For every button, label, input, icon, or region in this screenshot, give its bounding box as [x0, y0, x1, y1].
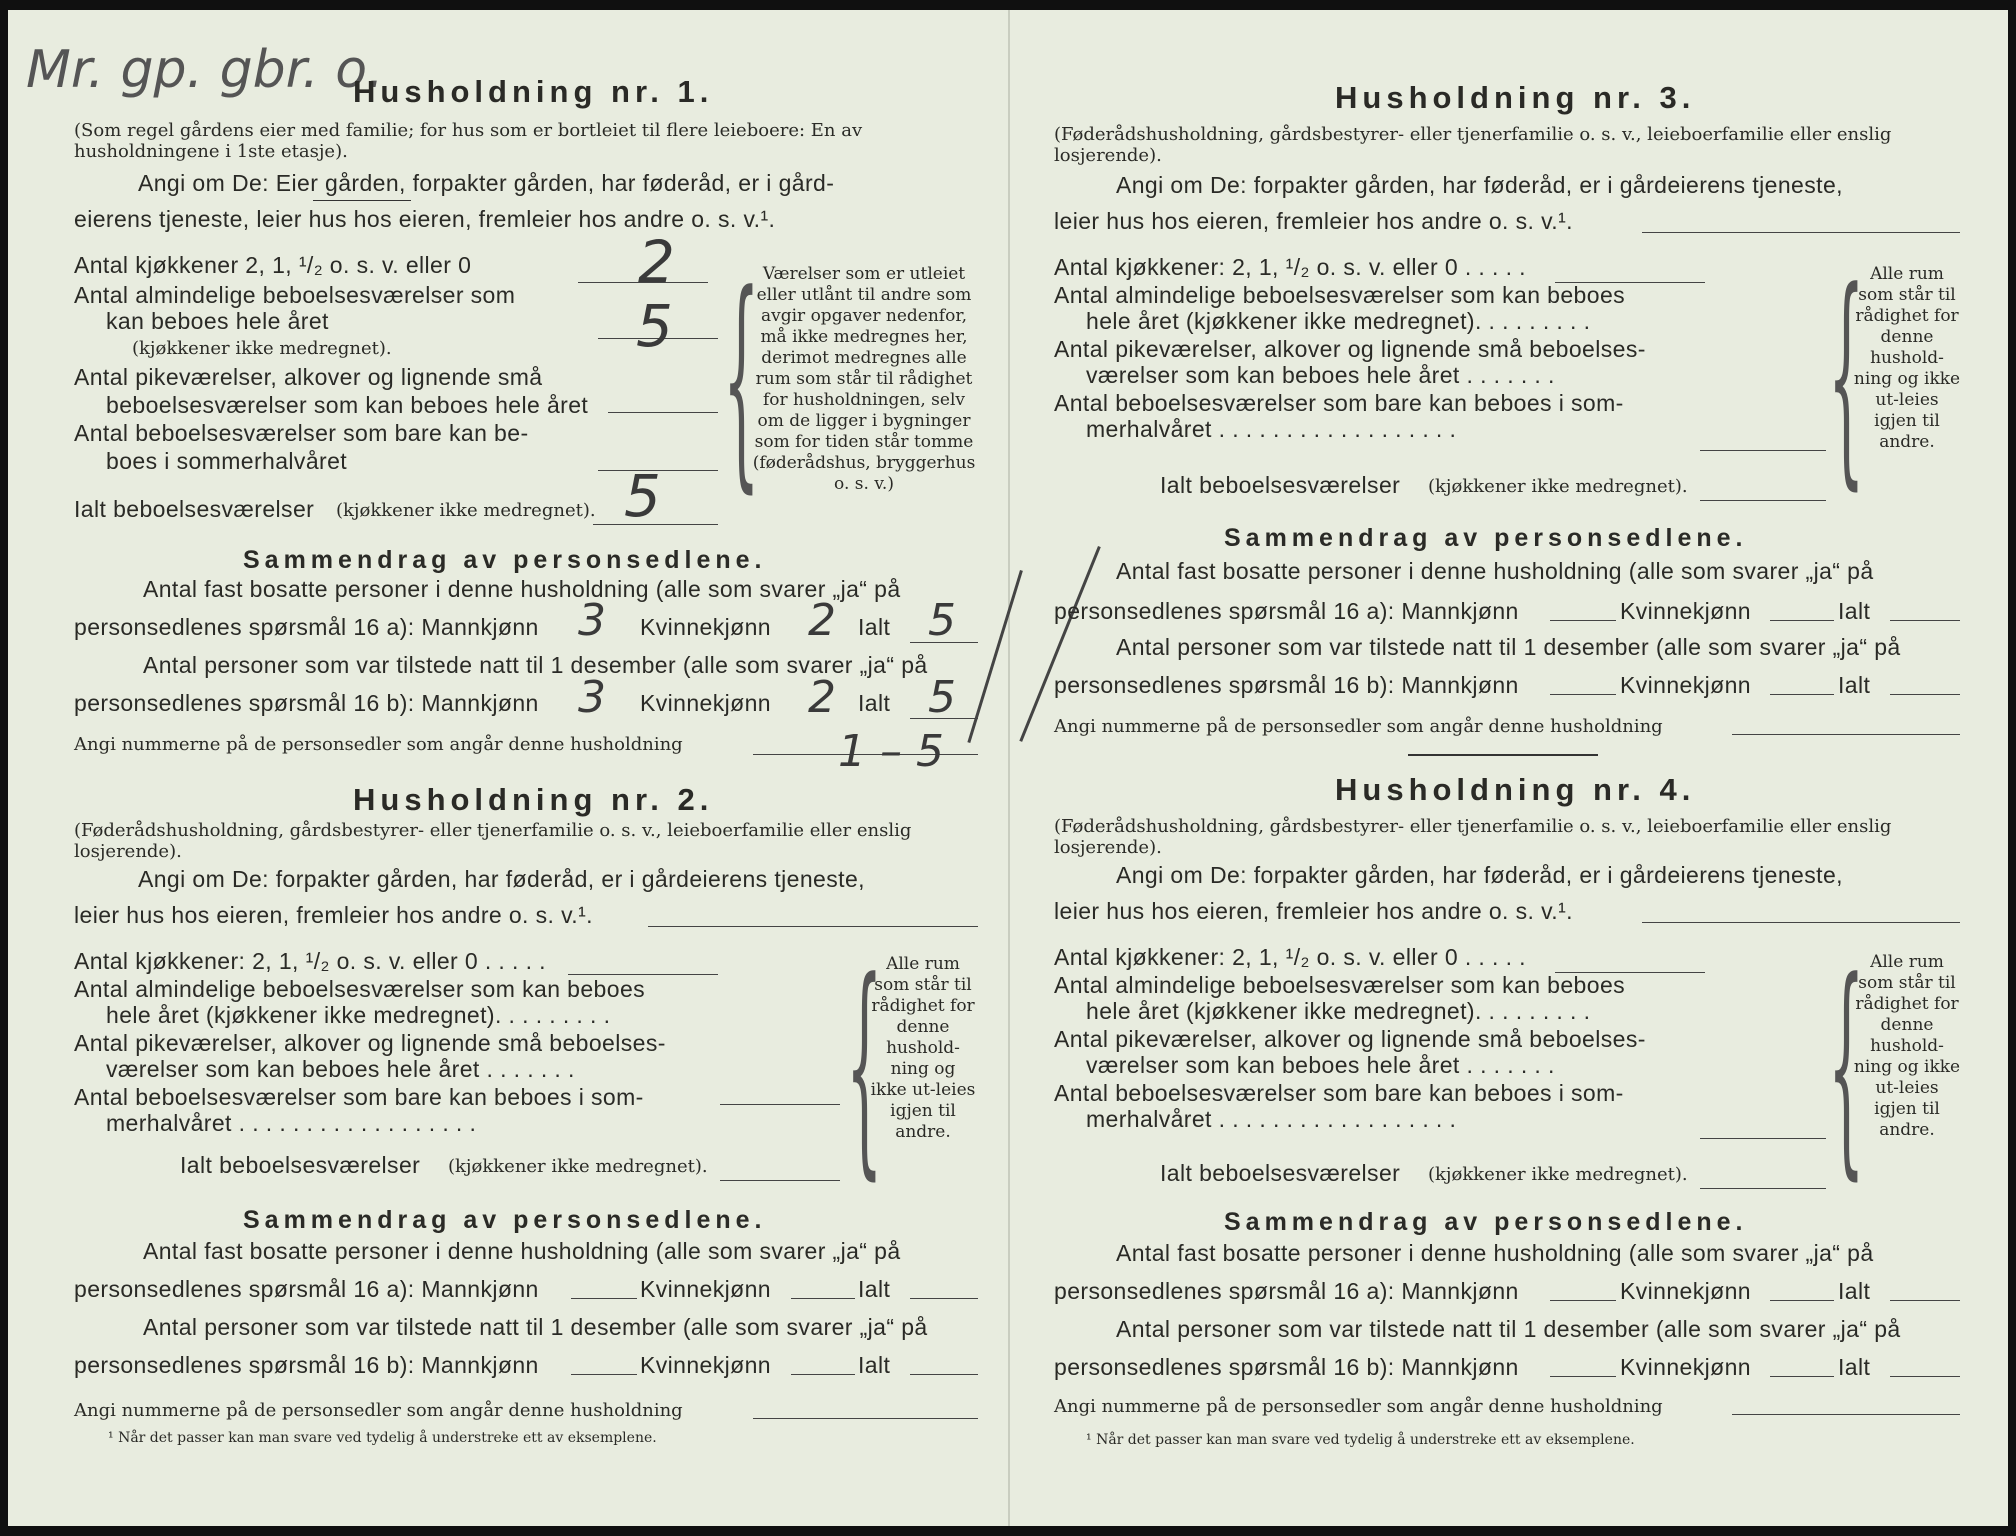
h2-summer-rooms-line	[720, 1104, 840, 1105]
h4-numbers-label: Angi nummerne på de personsedler som angår denne husholdning	[1054, 1396, 1663, 1417]
h4-fast-kvinne-label: Kvinnekjønn	[1620, 1278, 1751, 1304]
h2-total-line	[720, 1180, 840, 1181]
h1-present-kvinne-label: Kvinnekjønn	[640, 690, 771, 716]
h1-maid-rooms-line1: Antal pikeværelser, alkover og lignende små	[74, 364, 543, 390]
h2-common-rooms-line2: hele året (kjøkkener ikke medregnet). . . . . . . . .	[106, 1002, 611, 1028]
household-2-title: Husholdning nr. 2.	[353, 782, 714, 817]
h1-side-note: Værelser som er utleiet eller utlånt til andre som avgir opgaver nedenfor, må ikke medregnes her, derimot medregnes alle rum som står til rådighet for husholdningen, selv om de ligger i bygninger som for tiden står tomme (føderådshus, bryggerhus o. s. v.)	[752, 264, 976, 494]
h3-present-kvinne-line	[1770, 694, 1834, 695]
h1-fast-line1: Antal fast bosatte personer i denne husholdning (alle som svarer „ja“ på	[143, 576, 901, 602]
h2-common-rooms-line1: Antal almindelige beboelsesværelser som kan beboes	[74, 976, 646, 1002]
h4-summer-rooms-line1: Antal beboelsesværelser som bare kan beboes i som-	[1054, 1080, 1624, 1106]
h3-fast-ialt-line	[1890, 620, 1960, 621]
h4-present-mann-line	[1550, 1376, 1616, 1377]
h3-present-ialt-line	[1890, 694, 1960, 695]
h3-common-rooms-line2: hele året (kjøkkener ikke medregnet). . . . . . . . .	[1086, 308, 1591, 334]
h2-fast-line1: Antal fast bosatte personer i denne husholdning (alle som svarer „ja“ på	[143, 1238, 901, 1264]
h3-numbers-label: Angi nummerne på de personsedler som angår denne husholdning	[1054, 716, 1663, 737]
h2-side-note: Alle rum som står til rådighet for denne hushold-ning og ikke ut-leies igjen til andre.	[870, 954, 976, 1142]
h3-maid-rooms-line1: Antal pikeværelser, alkover og lignende små beboelses-	[1054, 336, 1646, 362]
h2-angi-line	[648, 926, 978, 927]
h3-summary-title: Sammendrag av personsedlene.	[1224, 524, 1748, 552]
h3-fast-line2: personsedlenes spørsmål 16 a): Mannkjønn	[1054, 598, 1519, 624]
h1-fast-ialt-line	[910, 642, 978, 643]
h4-fast-ialt-label: Ialt	[1838, 1278, 1871, 1304]
h2-fast-ialt-line	[910, 1298, 978, 1299]
h4-common-rooms-line1: Antal almindelige beboelsesværelser som kan beboes	[1054, 972, 1626, 998]
h1-brace: {	[723, 246, 760, 513]
h2-present-ialt-line	[910, 1374, 978, 1375]
h4-total-line	[1700, 1188, 1826, 1189]
h2-angi-line1: Angi om De: forpakter gården, har føderåd, er i gårdeierens tjeneste,	[138, 866, 865, 892]
h4-present-kvinne-label: Kvinnekjønn	[1620, 1354, 1751, 1380]
household-3-note: (Føderådshusholdning, gårdsbestyrer- eller tjenerfamilie o. s. v., leieboerfamilie eller enslig losjerende).	[1054, 124, 1892, 166]
h2-total-label: Ialt beboelsesværelser	[180, 1152, 421, 1178]
h4-present-ialt-line	[1890, 1376, 1960, 1377]
household-3	[1010, 10, 2008, 737]
h2-summer-rooms-line2: merhalvåret . . . . . . . . . . . . . . . . . .	[106, 1110, 477, 1136]
h1-summer-rooms-line2: boes i sommerhalvåret	[106, 448, 348, 474]
h4-summer-rooms-line	[1700, 1138, 1826, 1139]
h3-common-rooms-line1: Antal almindelige beboelsesværelser som kan beboes	[1054, 282, 1626, 308]
h3-angi-line	[1642, 232, 1960, 233]
h4-fast-line2: personsedlenes spørsmål 16 a): Mannkjønn	[1054, 1278, 1519, 1304]
footnote-left: ¹ Når det passer kan man svare ved tydelig å understreke ett av eksemplene.	[108, 1430, 657, 1446]
h4-fast-line1: Antal fast bosatte personer i denne husholdning (alle som svarer „ja“ på	[1116, 1240, 1874, 1266]
h3-total-note: (kjøkkener ikke medregnet).	[1428, 476, 1688, 497]
h2-fast-kvinne-label: Kvinnekjønn	[640, 1276, 771, 1302]
h1-present-line2: personsedlenes spørsmål 16 b): Mannkjønn	[74, 690, 539, 716]
h1-common-rooms-line1: Antal almindelige beboelsesværelser som	[74, 282, 516, 308]
h4-angi-line1: Angi om De: forpakter gården, har føderåd, er i gårdeierens tjeneste,	[1116, 862, 1843, 888]
h4-summary-title: Sammendrag av personsedlene.	[1224, 1208, 1748, 1236]
h2-summary-title: Sammendrag av personsedlene.	[243, 1206, 767, 1234]
h3-fast-line1: Antal fast bosatte personer i denne husholdning (alle som svarer „ja“ på	[1116, 558, 1874, 584]
h4-maid-rooms-line2: værelser som kan beboes hele året . . . . . . .	[1086, 1052, 1555, 1078]
h2-angi-line2: leier hus hos eieren, fremleier hos andre o. s. v.¹.	[74, 902, 593, 928]
h3-total-label: Ialt beboelsesværelser	[1160, 472, 1401, 498]
h2-fast-mann-line	[571, 1298, 637, 1299]
h2-numbers-label: Angi nummerne på de personsedler som angår denne husholdning	[74, 1400, 683, 1421]
h2-present-kvinne-line	[791, 1374, 855, 1375]
h4-angi-line2: leier hus hos eieren, fremleier hos andre o. s. v.¹.	[1054, 898, 1573, 924]
household-1-title: Husholdning nr. 1.	[353, 74, 714, 109]
h2-fast-line2: personsedlenes spørsmål 16 a): Mannkjønn	[74, 1276, 539, 1302]
household-separator	[1408, 754, 1598, 756]
h1-present-ialt-line	[910, 718, 978, 719]
h3-brace: {	[1828, 243, 1865, 510]
h4-present-ialt-label: Ialt	[1838, 1354, 1871, 1380]
h3-fast-kvinne-label: Kvinnekjønn	[1620, 598, 1751, 624]
h3-side-note: Alle rum som står til rådighet for denne hushold-ning og ikke ut-leies igjen til andre.	[1853, 264, 1961, 452]
h4-summer-rooms-line2: merhalvåret . . . . . . . . . . . . . . . . . .	[1086, 1106, 1457, 1132]
h4-side-note: Alle rum som står til rådighet for denne hushold-ning og ikke ut-leies igjen til andre.	[1853, 952, 1961, 1140]
h4-fast-mann-line	[1550, 1300, 1616, 1301]
h4-total-note: (kjøkkener ikke medregnet).	[1428, 1164, 1688, 1185]
household-2	[8, 772, 1008, 1492]
underline-eier-garden	[313, 200, 411, 201]
h3-angi-line1: Angi om De: forpakter gården, har føderåd, er i gårdeierens tjeneste,	[1116, 172, 1843, 198]
h4-present-line2: personsedlenes spørsmål 16 b): Mannkjønn	[1054, 1354, 1519, 1380]
h1-maid-rooms-line2: beboelsesværelser som kan beboes hele året	[106, 392, 589, 418]
h4-kitchens-label: Antal kjøkkener: 2, 1, ¹/₂ o. s. v. eller 0 . . . . .	[1054, 944, 1526, 970]
h1-common-rooms-line2: kan beboes hele året	[106, 308, 329, 334]
h1-summer-rooms-line1: Antal beboelsesværelser som bare kan be-	[74, 420, 529, 446]
h2-numbers-line	[753, 1418, 978, 1419]
h3-angi-line2: leier hus hos eieren, fremleier hos andre o. s. v.¹.	[1054, 208, 1573, 234]
household-1-angi-line2: eierens tjeneste, leier hus hos eieren, fremleier hos andre o. s. v.¹.	[74, 206, 776, 232]
h4-present-line1: Antal personer som var tilstede natt til 1 desember (alle som svarer „ja“ på	[1116, 1316, 1901, 1342]
household-1-angi-line1: Angi om De: Eier gården, forpakter gården, har føderåd, er i gård-	[138, 170, 835, 196]
h3-present-line1: Antal personer som var tilstede natt til 1 desember (alle som svarer „ja“ på	[1116, 634, 1901, 660]
h3-total-line	[1700, 500, 1826, 501]
h1-maid-rooms-line	[608, 412, 718, 413]
h2-summer-rooms-line1: Antal beboelsesværelser som bare kan beboes i som-	[74, 1084, 644, 1110]
h4-brace: {	[1828, 933, 1865, 1200]
h3-summer-rooms-line2: merhalvåret . . . . . . . . . . . . . . . . . .	[1086, 416, 1457, 442]
h3-summer-rooms-line1: Antal beboelsesværelser som bare kan beboes i som-	[1054, 390, 1624, 416]
marginalia-handwriting: Mr. gp. gbr. o.	[26, 40, 384, 100]
h4-angi-line	[1642, 922, 1960, 923]
h2-present-ialt-label: Ialt	[858, 1352, 891, 1378]
h1-fast-mann: 3	[578, 595, 606, 646]
h1-common-rooms-line3: (kjøkkener ikke medregnet).	[132, 338, 392, 359]
h3-present-mann-line	[1550, 694, 1616, 695]
h2-fast-ialt-label: Ialt	[858, 1276, 891, 1302]
h1-total-note: (kjøkkener ikke medregnet).	[336, 500, 596, 521]
h4-present-kvinne-line	[1770, 1376, 1834, 1377]
h2-present-kvinne-label: Kvinnekjønn	[640, 1352, 771, 1378]
h1-total-value: 5	[624, 462, 661, 530]
household-2-note: (Føderådshusholdning, gårdsbestyrer- eller tjenerfamilie o. s. v., leieboerfamilie eller enslig losjerende).	[74, 820, 912, 862]
h1-summary-title: Sammendrag av personsedlene.	[243, 546, 767, 574]
h3-present-line2: personsedlenes spørsmål 16 b): Mannkjønn	[1054, 672, 1519, 698]
h1-present-ialt: 5	[928, 672, 956, 723]
h1-present-mann: 3	[578, 672, 606, 723]
household-1-note: (Som regel gårdens eier med familie; for hus som er bortleiet til flere leieboere: En av husholdningene i 1ste etasje).	[74, 120, 863, 162]
h4-numbers-line	[1732, 1414, 1960, 1415]
h2-present-line2: personsedlenes spørsmål 16 b): Mannkjønn	[74, 1352, 539, 1378]
h3-summer-rooms-line	[1700, 450, 1826, 451]
h2-brace: {	[846, 933, 883, 1200]
h3-fast-mann-line	[1550, 620, 1616, 621]
h1-present-line1: Antal personer som var tilstede natt til 1 desember (alle som svarer „ja“ på	[143, 652, 928, 678]
h1-fast-kvinne-label: Kvinnekjønn	[640, 614, 771, 640]
h3-fast-ialt-label: Ialt	[1838, 598, 1871, 624]
h3-present-ialt-label: Ialt	[1838, 672, 1871, 698]
h4-fast-kvinne-line	[1770, 1300, 1834, 1301]
h2-present-line1: Antal personer som var tilstede natt til 1 desember (alle som svarer „ja“ på	[143, 1314, 928, 1340]
h2-fast-kvinne-line	[791, 1298, 855, 1299]
h1-fast-kvinne: 2	[808, 595, 836, 646]
household-1	[8, 10, 1008, 777]
h4-total-label: Ialt beboelsesværelser	[1160, 1160, 1401, 1186]
h2-kitchens-label: Antal kjøkkener: 2, 1, ¹/₂ o. s. v. eller 0 . . . . .	[74, 948, 546, 974]
h4-maid-rooms-line1: Antal pikeværelser, alkover og lignende små beboelses-	[1054, 1026, 1646, 1052]
h1-fast-ialt-label: Ialt	[858, 614, 891, 640]
footnote-right: ¹ Når det passer kan man svare ved tydelig å understreke ett av eksemplene.	[1086, 1432, 1635, 1448]
h3-present-kvinne-label: Kvinnekjønn	[1620, 672, 1751, 698]
h2-maid-rooms-line1: Antal pikeværelser, alkover og lignende små beboelses-	[74, 1030, 666, 1056]
h4-fast-ialt-line	[1890, 1300, 1960, 1301]
h1-present-ialt-label: Ialt	[858, 690, 891, 716]
h1-fast-line2: personsedlenes spørsmål 16 a): Mannkjønn	[74, 614, 539, 640]
h3-maid-rooms-line2: værelser som kan beboes hele året . . . . . . .	[1086, 362, 1555, 388]
household-4-title: Husholdning nr. 4.	[1335, 772, 1696, 807]
household-4-note: (Føderådshusholdning, gårdsbestyrer- eller tjenerfamilie o. s. v., leieboerfamilie eller enslig losjerende).	[1054, 816, 1892, 858]
h2-kitchens-line	[568, 974, 718, 975]
h3-fast-kvinne-line	[1770, 620, 1834, 621]
h1-kitchens-label: Antal kjøkkener 2, 1, ¹/₂ o. s. v. eller 0	[74, 252, 472, 278]
h2-present-mann-line	[571, 1374, 637, 1375]
h1-total-label: Ialt beboelsesværelser	[74, 496, 315, 522]
h3-numbers-line	[1732, 734, 1960, 735]
h3-kitchens-label: Antal kjøkkener: 2, 1, ¹/₂ o. s. v. eller 0 . . . . .	[1054, 254, 1526, 280]
h1-numbers-value: 1 – 5	[838, 726, 944, 777]
h4-common-rooms-line2: hele året (kjøkkener ikke medregnet). . . . . . . . .	[1086, 998, 1591, 1024]
household-4	[1010, 772, 2008, 1492]
h2-total-note: (kjøkkener ikke medregnet).	[448, 1156, 708, 1177]
right-page	[1010, 10, 2008, 1526]
h1-common-rooms-value: 5	[636, 292, 673, 360]
h1-fast-ialt: 5	[928, 595, 956, 646]
left-page	[8, 10, 1008, 1526]
h1-numbers-label: Angi nummerne på de personsedler som angår denne husholdning	[74, 734, 683, 755]
h2-maid-rooms-line2: værelser som kan beboes hele året . . . . . . .	[106, 1056, 575, 1082]
h1-present-kvinne: 2	[808, 672, 836, 723]
household-3-title: Husholdning nr. 3.	[1335, 80, 1696, 115]
h1-kitchens-value: 2	[638, 228, 675, 296]
